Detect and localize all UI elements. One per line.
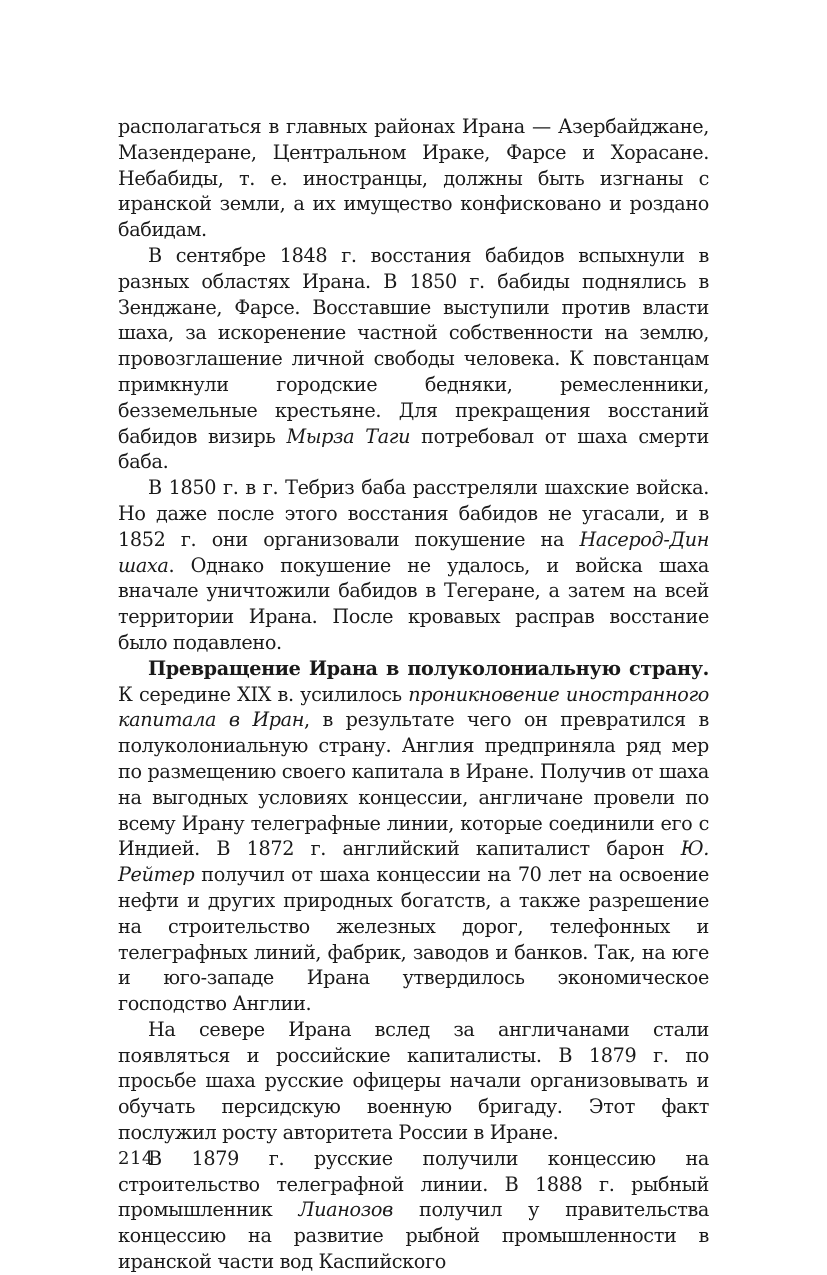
paragraph-1: располагаться в главных районах Ирана — Азербайджане, Мазендеране, Центральном Ираке, Фарсе и Хорасане. Небабиды, т. е. иностранцы, должны быть изгнаны с иранской земли, а их имущество конфисковано и роздано бабидам. [118,115,709,242]
italic-name-myrza-tagi: Мырза Таги [286,424,411,448]
italic-name-reuter: Ю. Рейтер [118,837,709,887]
paragraph-5: На севере Ирана вслед за англичанами стали появляться и российские капиталисты. В 1879 г. по просьбе шаха русские офицеры начали организовывать и обучать персидскую военную бригаду. Этот факт послужил росту авторитета России в Иране. [118,1017,709,1145]
paragraph-2: В сентябре 1848 г. восстания бабидов вспыхнули в разных областях Ирана. В 1850 г. бабиды поднялись в Зенджане, Фарсе. Восставшие выступили против власти шаха, за искоренение частной собственности на землю, провозглашение личной свободы человека. К повстанцам примкнули городские бедняки, ремесленники, безземельные крестьяне. Для прекращения восстаний бабидов визирь Мырза Таги потребовал от шаха смерти баба. [118,243,709,474]
italic-name-naserod-din: Насерод-Дин шаха [118,527,709,577]
body-text [118,114,709,1275]
paragraph-4: Превращение Ирана в полуколониальную страну. К середине XIX в. усилилось проникновение иностранного капитала в Иран, в результате чего он превратился в полуколониальную страну. Англия предприняла ряд мер по размещению своего капитала в Иране. Получив от шаха на выгодных условиях концессии, англичане провели по всему Ирану телеграфные линии, которые соединили его с Индией. В 1872 г. английский капиталист барон Ю. Рейтер получил от шаха концессии на 70 лет на освоение нефти и других природных богатств, а также разрешение на строительство железных дорог, телефонных и телеграфных линий, фабрик, заводов и банков. Так, на юге и юго-западе Ирана утвердилось экономическое господство Англии. [118,656,710,1016]
paragraph-3: В 1850 г. в г. Тебриз баба расстреляли шахские войска. Но даже после этого восстания бабидов не угасали, и в 1852 г. они организовали покушение на Насерод-Дин шаха. Однако покушение не удалось, и войска шаха вначале уничтожили бабидов в Тегеране, а затем на всей территории Ирана. После кровавых расправ восстание было подавлено. [118,476,709,654]
italic-term: проникновение иностранного капитала в Иран [118,682,710,732]
italic-name-lianozov: Лианозов [298,1198,393,1222]
paragraph-6: В 1879 г. русские получили концессию на строительство телеграфной линии. В 1888 г. рыбный промышленник Лианозов получил у правительства концессию на развитие рыбной промышленности в иранской части вод Каспийского [118,1146,710,1274]
page-number: 214 [118,1148,154,1169]
section-heading: Превращение Ирана в полуколониальную страну. [148,656,709,680]
